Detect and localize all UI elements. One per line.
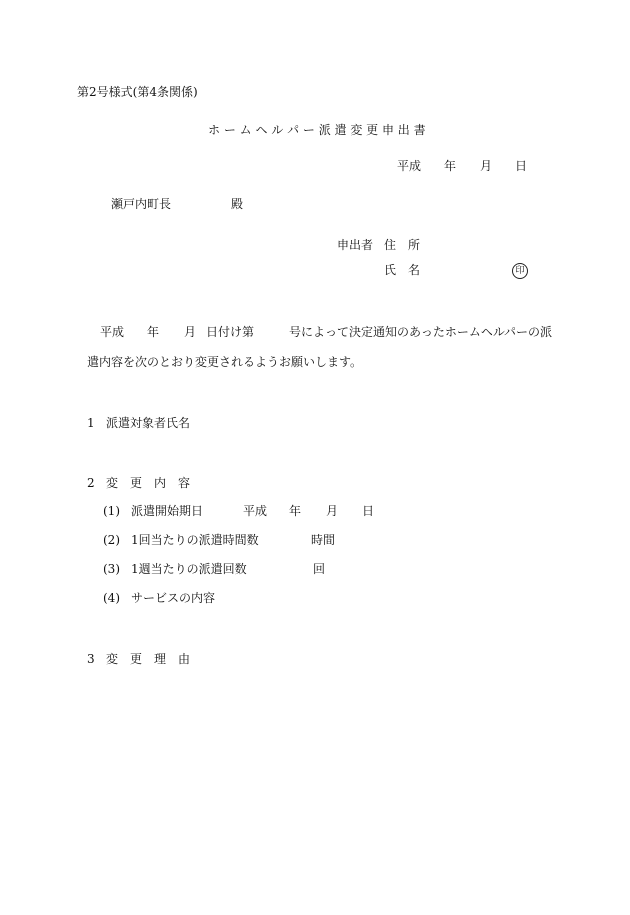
date-era: 平成 <box>397 159 422 173</box>
section-3-number: 3 <box>87 652 95 666</box>
section-1-label: 派遣対象者氏名 <box>106 416 191 430</box>
addressee-name: 瀬戸内町長 <box>111 197 172 211</box>
body-year: 年 <box>147 325 160 339</box>
item-3-unit: 回 <box>313 562 326 576</box>
item-3-number: (3) <box>103 562 120 576</box>
seal-mark: 印 <box>512 263 528 279</box>
item-3-label: 1週当たりの派遣回数 <box>131 562 247 576</box>
form-number: 第2号様式(第4条関係) <box>77 85 198 99</box>
item-2-number: (2) <box>103 533 120 547</box>
item-2-unit: 時間 <box>311 533 336 547</box>
body-dated-no: 日付け第 <box>206 325 255 339</box>
date-month: 月 <box>480 159 493 173</box>
document-title: ホ ー ム ヘ ル パ ー 派 遣 変 更 申 出 書 <box>208 123 426 137</box>
section-1-number: 1 <box>87 416 95 430</box>
item-1-number: (1) <box>103 504 120 518</box>
body-month: 月 <box>184 325 197 339</box>
item-1-era: 平成 <box>243 504 268 518</box>
applicant-label: 申出者 <box>337 238 374 252</box>
item-1-year: 年 <box>289 504 302 518</box>
item-2-label: 1回当たりの派遣時間数 <box>131 533 259 547</box>
body-era: 平成 <box>100 325 125 339</box>
body-line2: 遣内容を次のとおり変更されるようお願いします。 <box>87 355 363 369</box>
item-1-day: 日 <box>362 504 375 518</box>
address-label: 住 所 <box>384 238 421 252</box>
section-3-label: 変 更 理 由 <box>106 652 191 666</box>
name-label: 氏 名 <box>384 263 421 277</box>
section-2-label: 変 更 内 容 <box>106 476 191 490</box>
item-1-label: 派遣開始期日 <box>131 504 204 518</box>
item-4-number: (4) <box>103 591 120 605</box>
date-day: 日 <box>515 159 528 173</box>
body-line1-rest: 号によって決定通知のあったホームヘルパーの派 <box>289 325 553 339</box>
section-2-number: 2 <box>87 476 95 490</box>
date-year: 年 <box>444 159 457 173</box>
addressee-honorific: 殿 <box>231 197 244 211</box>
item-4-label: サービスの内容 <box>131 591 216 605</box>
item-1-month: 月 <box>326 504 339 518</box>
